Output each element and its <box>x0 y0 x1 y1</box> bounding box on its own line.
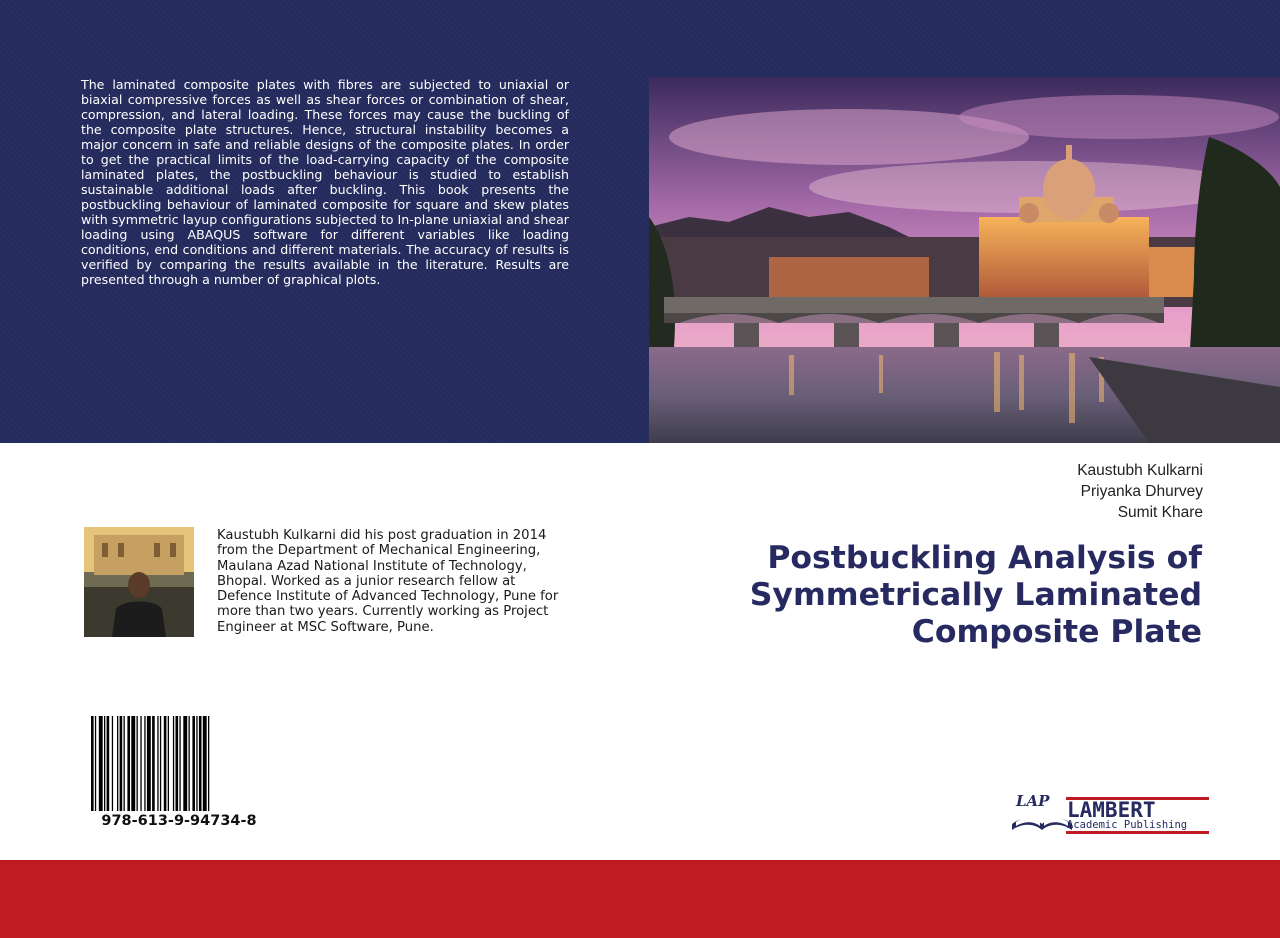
barcode-bar <box>107 716 110 811</box>
isbn-number: 978-613-9-94734-8 <box>101 813 257 829</box>
barcode-bar <box>157 716 158 811</box>
barcode-bar <box>208 716 209 811</box>
barcode-bar <box>183 716 187 811</box>
barcode-bar <box>173 716 174 811</box>
barcode-bar <box>192 716 195 811</box>
barcode <box>89 716 269 811</box>
barcode-bar <box>104 716 105 811</box>
barcode-bar <box>176 716 179 811</box>
barcode-bar <box>140 716 141 811</box>
open-book-icon <box>1012 817 1072 830</box>
barcode-bar <box>91 716 94 811</box>
barcode-bar <box>189 716 190 811</box>
author-name-3: Sumit Khare <box>1117 504 1203 521</box>
book-title-line-3: Composite Plate <box>911 614 1202 650</box>
barcode-bar <box>179 716 180 811</box>
cover-photo-rome-bridge <box>649 77 1280 443</box>
barcode-bar <box>120 716 123 811</box>
author-name-1: Kaustubh Kulkarni <box>1077 462 1203 479</box>
barcode-bar <box>152 716 155 811</box>
book-title <box>682 540 1202 651</box>
publisher-logo <box>1008 786 1213 838</box>
barcode-bar <box>144 716 145 811</box>
author-bio: Kaustubh Kulkarni did his post graduation in 2014 from the Department of Mechanical Engineering, Maulana Azad National Institute of Technology, Bhopal. Worked as a junior research fellow at Defence Institute of Advanced Technology, Pune for more than two years. Currently working as Project Engineer at MSC Software, Pune. <box>217 528 559 635</box>
lap-mark: LAP <box>1016 792 1050 810</box>
barcode-bar <box>112 716 113 811</box>
barcode-bar <box>131 716 135 811</box>
barcode-bar <box>95 716 96 811</box>
barcode-bar <box>127 716 130 811</box>
back-cover-blurb: The laminated composite plates with fibres are subjected to uniaxial or biaxial compressive forces as well as shear forces or combination of shear, compression, and lateral loading. These forces may cause the buckling of the composite plate structures. Hence, structural instability becomes a major concern in safe and reliable designs of the composite plates. In order to get the practical limits of the load-carrying capacity of the composite laminated plates, the postbuckling behaviour is studied to establish sustainable additional loads after buckling. This book presents the postbuckling behaviour of laminated composite for square and skew plates with symmetric layup configurations subjected to In-plane uniaxial and shear loading using ABAQUS software for different variables like loading conditions, end conditions and different materials. The accuracy of results is verified by comparing the results available in the literature. Results are presented through a number of graphical plots. <box>81 77 569 287</box>
barcode-bar <box>117 716 118 811</box>
book-title-line-2: Symmetrically Laminated <box>749 577 1202 613</box>
barcode-bar <box>124 716 125 811</box>
author-photo <box>84 527 194 637</box>
barcode-bar <box>137 716 138 811</box>
barcode-bar <box>199 716 202 811</box>
barcode-bar <box>196 716 197 811</box>
author-name-2: Priyanka Dhurvey <box>1080 483 1203 500</box>
barcode-bar <box>147 716 151 811</box>
barcode-bar <box>203 716 207 811</box>
barcode-bar <box>160 716 161 811</box>
barcode-bar <box>164 716 167 811</box>
barcode-bar <box>99 716 103 811</box>
book-title-line-1: Postbuckling Analysis of <box>767 540 1202 576</box>
bottom-red-band <box>0 860 1280 938</box>
publisher-tagline: Academic Publishing <box>1067 819 1188 831</box>
publisher-name: LAMBERT <box>1067 798 1156 822</box>
barcode-bar <box>168 716 169 811</box>
